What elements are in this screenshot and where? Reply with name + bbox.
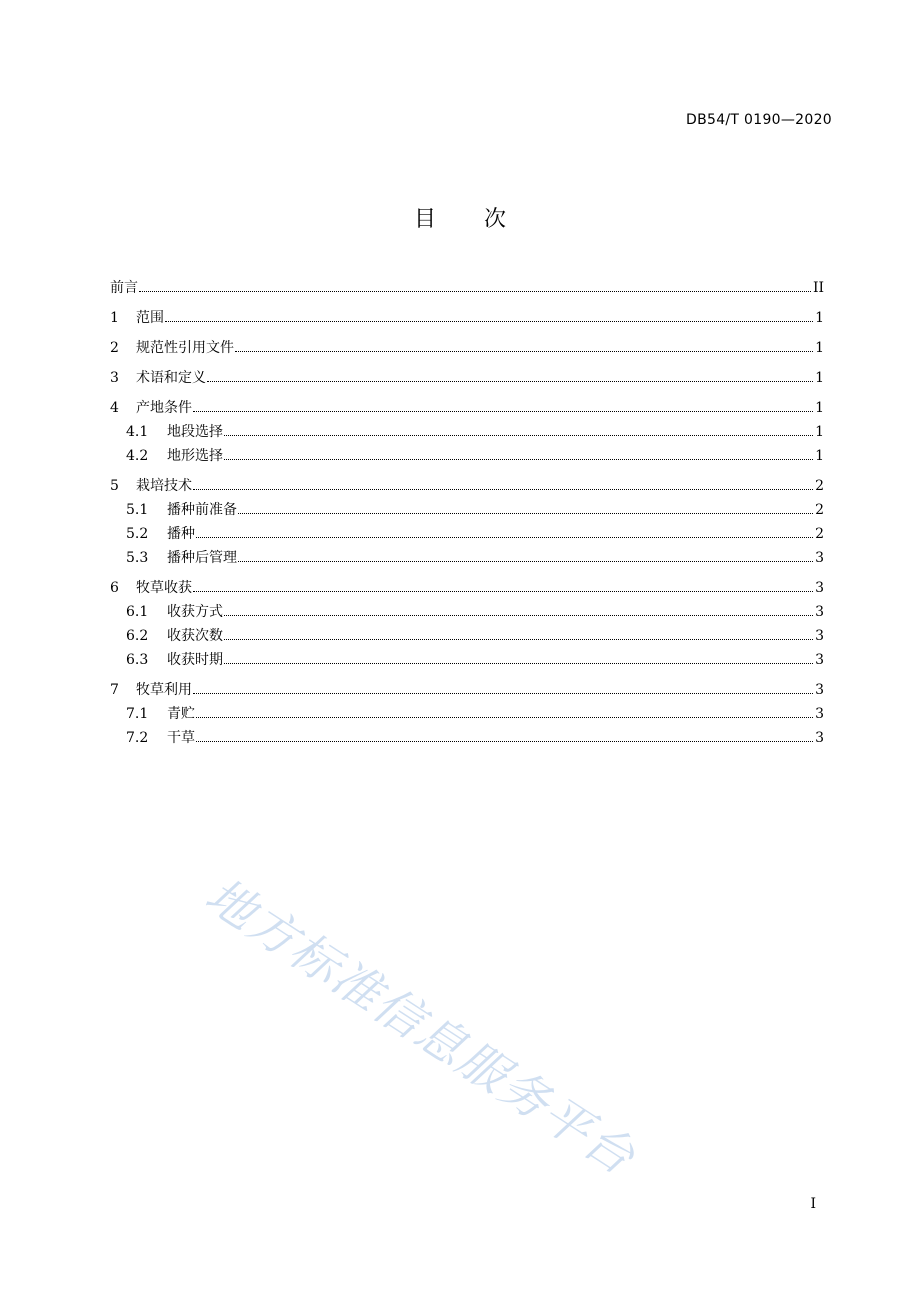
toc-dot-leader [196, 537, 813, 538]
toc-dot-leader [224, 615, 813, 616]
toc-entry-number: 6.3 [126, 652, 149, 668]
toc-entry-label: 牧草利用 [136, 682, 192, 698]
toc-entry-label: 范围 [136, 310, 164, 326]
toc-entry-page: 3 [815, 730, 824, 746]
toc-entry-label: 地段选择 [167, 424, 223, 440]
toc-entry-label: 牧草收获 [136, 580, 192, 596]
toc-entry-page: 1 [815, 370, 824, 386]
toc-dot-leader [224, 459, 813, 460]
toc-entry-number: 5 [110, 478, 119, 494]
toc-entry-label: 前言 [110, 280, 138, 296]
toc-entry-number: 7 [110, 682, 119, 698]
toc-entry-page: 3 [815, 604, 824, 620]
toc-title [0, 202, 920, 233]
toc-entry-page: 3 [815, 628, 824, 644]
toc-dot-leader [139, 291, 811, 292]
toc-entry-label: 收获次数 [167, 628, 223, 644]
toc-entry-number: 6.2 [126, 628, 149, 644]
toc-entry-number: 6.1 [126, 604, 149, 620]
toc-entry-number: 1 [110, 310, 119, 326]
toc-entry-page: 2 [815, 478, 824, 494]
toc-dot-leader [193, 411, 813, 412]
watermark: 地方标准信息服务平台 [195, 867, 646, 1187]
toc-entry-label: 播种后管理 [167, 550, 237, 566]
toc-entry[interactable] [110, 398, 824, 418]
toc-entry-label: 地形选择 [167, 448, 223, 464]
toc-entry-page: 1 [815, 400, 824, 416]
toc-entry[interactable] [110, 446, 824, 466]
toc-dot-leader [238, 513, 813, 514]
toc-entry[interactable] [110, 278, 824, 298]
table-of-contents [110, 278, 824, 748]
toc-entry[interactable] [110, 308, 824, 328]
toc-dot-leader [193, 591, 813, 592]
toc-title-char-2: 次 [484, 207, 507, 232]
toc-entry-label: 播种 [167, 526, 195, 542]
toc-entry-label: 规范性引用文件 [136, 340, 234, 356]
toc-dot-leader [238, 561, 813, 562]
toc-dot-leader [224, 639, 813, 640]
toc-entry[interactable] [110, 368, 824, 388]
toc-entry-number: 4 [110, 400, 119, 416]
toc-entry-number: 7.1 [126, 706, 149, 722]
toc-entry-page: 1 [815, 448, 824, 464]
toc-dot-leader [235, 351, 813, 352]
toc-entry-number: 7.2 [126, 730, 149, 746]
toc-entry-page: 1 [815, 340, 824, 356]
toc-entry[interactable] [110, 524, 824, 544]
toc-entry-label: 栽培技术 [136, 478, 192, 494]
toc-entry[interactable] [110, 500, 824, 520]
toc-entry-number: 2 [110, 340, 119, 356]
toc-dot-leader [224, 435, 813, 436]
toc-dot-leader [196, 717, 813, 718]
toc-entry[interactable] [110, 548, 824, 568]
toc-dot-leader [193, 489, 813, 490]
toc-entry-page: 3 [815, 652, 824, 668]
toc-entry-label: 收获方式 [167, 604, 223, 620]
toc-entry[interactable] [110, 422, 824, 442]
toc-dot-leader [196, 741, 813, 742]
toc-entry-page: 3 [815, 580, 824, 596]
toc-entry[interactable] [110, 626, 824, 646]
toc-entry[interactable] [110, 728, 824, 748]
toc-entry-number: 5.1 [126, 502, 149, 518]
toc-entry-number: 3 [110, 370, 119, 386]
toc-entry[interactable] [110, 680, 824, 700]
toc-entry-page: 3 [815, 550, 824, 566]
document-code: DB54/T 0190—2020 [686, 112, 832, 128]
toc-entry-label: 播种前准备 [167, 502, 237, 518]
toc-entry-page: II [812, 280, 824, 296]
toc-entry-page: 1 [815, 424, 824, 440]
toc-entry-number: 6 [110, 580, 119, 596]
footer-page-number: I [810, 1196, 816, 1212]
toc-entry[interactable] [110, 338, 824, 358]
toc-entry-label: 产地条件 [136, 400, 192, 416]
toc-entry-page: 2 [815, 526, 824, 542]
toc-entry[interactable] [110, 602, 824, 622]
toc-entry[interactable] [110, 578, 824, 598]
toc-dot-leader [224, 663, 813, 664]
toc-entry-page: 1 [815, 310, 824, 326]
toc-dot-leader [207, 381, 813, 382]
toc-entry-number: 4.2 [126, 448, 149, 464]
toc-entry-page: 2 [815, 502, 824, 518]
toc-dot-leader [193, 693, 813, 694]
toc-entry-number: 5.2 [126, 526, 149, 542]
toc-title-char-1: 目 [413, 207, 436, 232]
toc-entry-page: 3 [815, 682, 824, 698]
toc-entry-label: 收获时期 [167, 652, 223, 668]
toc-entry-page: 3 [815, 706, 824, 722]
toc-dot-leader [165, 321, 813, 322]
toc-entry-number: 4.1 [126, 424, 149, 440]
toc-entry[interactable] [110, 650, 824, 670]
toc-entry[interactable] [110, 476, 824, 496]
toc-entry-number: 5.3 [126, 550, 149, 566]
toc-entry-label: 青贮 [167, 706, 195, 722]
toc-entry-label: 干草 [167, 730, 195, 746]
toc-entry[interactable] [110, 704, 824, 724]
toc-entry-label: 术语和定义 [136, 370, 206, 386]
